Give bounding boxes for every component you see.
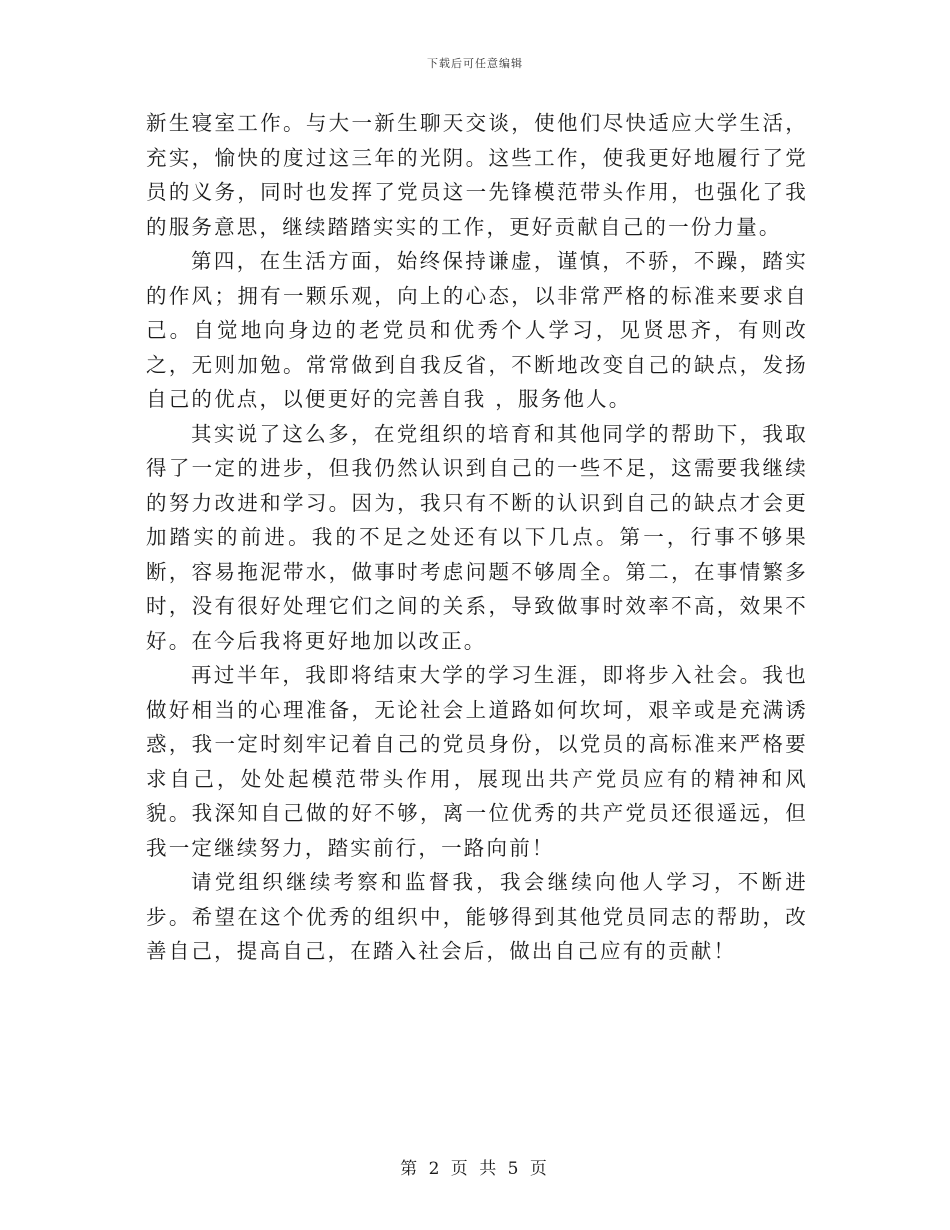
paragraph-closing-request: 请党组织继续考察和监督我，我会继续向他人学习，不断进步。希望在这个优秀的组织中，能够得到其他党员同志的帮助，改善自己，提高自己，在踏入社会后，做出自己应有的贡献！ <box>146 870 808 963</box>
document-body <box>146 106 808 969</box>
page-header: 下载后可任意编辑 <box>427 57 523 70</box>
page-number-footer: 第 2 页 共 5 页 <box>400 1159 550 1179</box>
paragraph-continuation: 新生寝室工作。与大一新生聊天交谈，使他们尽快适应大学生活，充实，愉快的度过这三年的光阴。这些工作，使我更好地履行了党员的义务，同时也发挥了党员这一先锋模范带头作用，也强化了我的服务意思，继续踏踏实实的工作，更好贡献自己的一份力量。 <box>146 111 808 239</box>
paragraph-shortcomings: 其实说了这么多，在党组织的培育和其他同学的帮助下，我取得了一定的进步，但我仍然认识到自己的一些不足，这需要我继续的努力改进和学习。因为，我只有不断的认识到自己的缺点才会更加踏实的前进。我的不足之处还有以下几点。第一，行事不够果断，容易拖泥带水，做事时考虑问题不够周全。第二，在事情繁多时，没有很好处理它们之间的关系，导致做事时效率不高，效果不好。在今后我将更好地加以改正。 <box>146 421 808 653</box>
paragraph-life-aspect: 第四，在生活方面，始终保持谦虚，谨慎，不骄，不躁，踏实的作风；拥有一颗乐观，向上的心态，以非常严格的标准来要求自己。自觉地向身边的老党员和优秀个人学习，见贤思齐，有则改之，无则加勉。常常做到自我反省，不断地改变自己的缺点，发扬自己的优点，以便更好的完善自我 ，服务他人。 <box>146 249 808 411</box>
paragraph-future-plans: 再过半年，我即将结束大学的学习生涯，即将步入社会。我也做好相当的心理准备，无论社会上道路如何坎坷，艰辛或是充满诱惑，我一定时刻牢记着自己的党员身份，以党员的高标准来严格要求自己，处处起模范带头作用，展现出共产党员应有的精神和风貌。我深知自己做的好不够，离一位优秀的共产党员还很遥远，但我一定继续努力，踏实前行，一路向前！ <box>146 663 808 860</box>
